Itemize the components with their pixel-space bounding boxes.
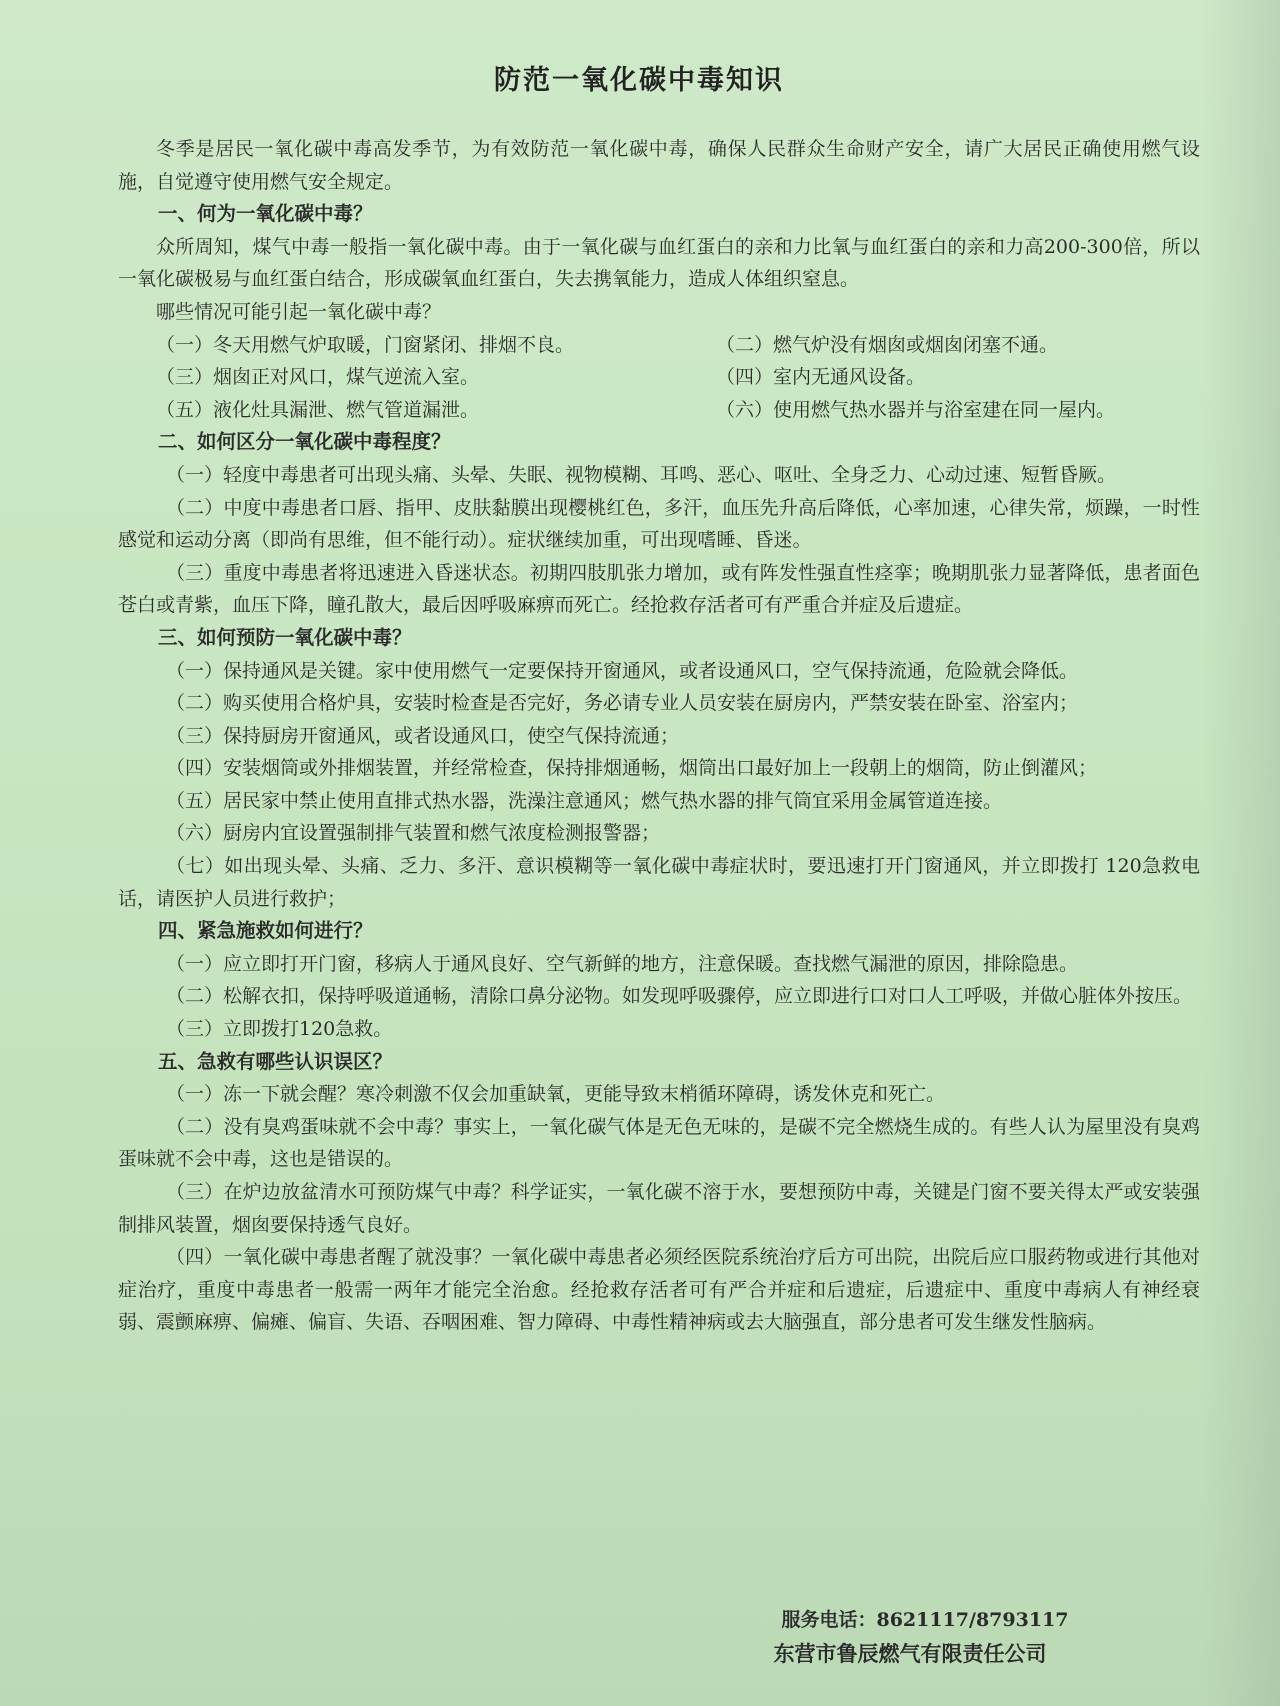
- list-item: （四）安装烟筒或外排烟装置，并经常检查，保持排烟通畅，烟筒出口最好加上一段朝上的烟筒，防止倒灌风；: [166, 757, 1098, 780]
- list-item: （三）保持厨房开窗通风，或者设通风口，使空气保持流通；: [166, 724, 680, 747]
- list-item: （一）冬天用燃气炉取暖，门窗紧闭、排烟不良。: [156, 333, 575, 356]
- company-name: 东营市鲁辰燃气有限责任公司: [773, 1641, 1047, 1666]
- list-item: （五）居民家中禁止使用直排式热水器，洗澡注意通风；燃气热水器的排气筒宜采用金属管道连接。: [166, 789, 1003, 812]
- section-1-body: 众所周知，煤气中毒一般指一氧化碳中毒。由于一氧化碳与血红蛋白的亲和力比氧与血红蛋白的亲和力高200-300倍，所以一氧化碳极易与血红蛋白结合，形成碳氧血红蛋白，失去携氧能力，造成人体组织窒息。: [118, 235, 1200, 291]
- section-3-heading: 三、如何预防一氧化碳中毒？: [158, 625, 412, 649]
- intro-paragraph: 冬季是居民一氧化碳中毒高发季节，为有效防范一氧化碳中毒，确保人民群众生命财产安全，请广大居民正确使用燃气设施，自觉遵守使用燃气安全规定。: [118, 138, 1200, 193]
- list-item: （二）松解衣扣，保持呼吸道通畅，清除口鼻分泌物。如发现呼吸骤停，应立即进行口对口人工呼吸，并做心脏体外按压。: [166, 985, 1193, 1008]
- section-1-heading: 一、何为一氧化碳中毒？: [158, 202, 373, 226]
- section-4-heading: 四、紧急施救如何进行？: [158, 919, 373, 943]
- list-item: （四）一氧化碳中毒患者醒了就没事？一氧化碳中毒患者必须经医院系统治疗后方可出院，出院后应口服药物或进行其他对症治疗，重度中毒患者一般需一两年才能完全治愈。经抢救存活者可有严合并症和后遗症，后遗症中、重度中毒病人有神经衰弱、震颤麻痹、偏瘫、偏盲、失语、吞咽困难、智力障碍、中毒性精神病或去大脑强直，部分患者可发生继发性脑病。: [118, 1246, 1200, 1334]
- footer: [720, 1604, 1100, 1672]
- list-item: （三）重度中毒患者将迅速进入昏迷状态。初期四肢肌张力增加，或有阵发性强直性痉挛；晚期肌张力显著降低，患者面色苍白或青紫，血压下降，瞳孔散大，最后因呼吸麻痹而死亡。经抢救存活者可有严重合并症及后遗症。: [118, 561, 1200, 617]
- list-item: （二）购买使用合格炉具，安装时检查是否完好，务必请专业人员安装在厨房内，严禁安装在卧室、浴室内；: [166, 692, 1079, 715]
- section-5-heading: 五、急救有哪些认识误区？: [158, 1049, 393, 1073]
- section-2-heading: 二、如何区分一氧化碳中毒程度？: [158, 430, 451, 454]
- list-item: （七）如出现头晕、头痛、乏力、多汗、意识模糊等一氧化碳中毒症状时，要迅速打开门窗通风，并立即拨打 120急救电话，请医护人员进行救护；: [118, 855, 1200, 910]
- list-item: （二）没有臭鸡蛋味就不会中毒？事实上，一氧化碳气体是无色无味的，是碳不完全燃烧生成的。有些人认为屋里没有臭鸡蛋味就不会中毒，这也是错误的。: [118, 1115, 1200, 1171]
- section-1-question: 哪些情况可能引起一氧化碳中毒？: [156, 300, 442, 323]
- list-item: （三）在炉边放盆清水可预防煤气中毒？科学证实，一氧化碳不溶于水，要想预防中毒，关键是门窗不要关得太严或安装强制排风装置，烟囱要保持透气良好。: [118, 1181, 1200, 1236]
- page-title: 防范一氧化碳中毒知识: [494, 65, 784, 96]
- list-item: （一）冻一下就会醒？寒冷刺激不仅会加重缺氧，更能导致末梢循环障碍，诱发休克和死亡。: [166, 1083, 946, 1106]
- list-item: （六）使用燃气热水器并与浴室建在同一屋内。: [716, 398, 1116, 421]
- service-phone: 服务电话：8621117/8793117: [781, 1609, 1069, 1631]
- list-item: （二）中度中毒患者口唇、指甲、皮肤黏膜出现樱桃红色，多汗，血压先升高后降低，心率加速，心律失常，烦躁，一时性感觉和运动分离（即尚有思维，但不能行动）。症状继续加重，可出现嗜睡、昏迷。: [118, 496, 1200, 552]
- list-item: （六）厨房内宜设置强制排气装置和燃气浓度检测报警器；: [166, 822, 661, 845]
- list-item: （二）燃气炉没有烟囱或烟囱闭塞不通。: [716, 333, 1059, 356]
- list-item: （一）应立即打开门窗，移病人于通风良好、空气新鲜的地方，注意保暖。查找燃气漏泄的原因，排除隐患。: [166, 952, 1079, 975]
- causes-list: [118, 329, 1200, 427]
- list-item: （三）烟囱正对风口，煤气逆流入室。: [156, 366, 480, 389]
- list-item: （三）立即拨打120急救。: [166, 1018, 393, 1041]
- list-item: （一）轻度中毒患者可出现头痛、头晕、失眠、视物模糊、耳鸣、恶心、呕吐、全身乏力、心动过速、短暂昏厥。: [166, 463, 1117, 486]
- list-item: （五）液化灶具漏泄、燃气管道漏泄。: [156, 398, 480, 421]
- list-item: （一）保持通风是关键。家中使用燃气一定要保持开窗通风，或者设通风口，空气保持流通，危险就会降低。: [166, 659, 1079, 682]
- list-item: （四）室内无通风设备。: [716, 366, 926, 389]
